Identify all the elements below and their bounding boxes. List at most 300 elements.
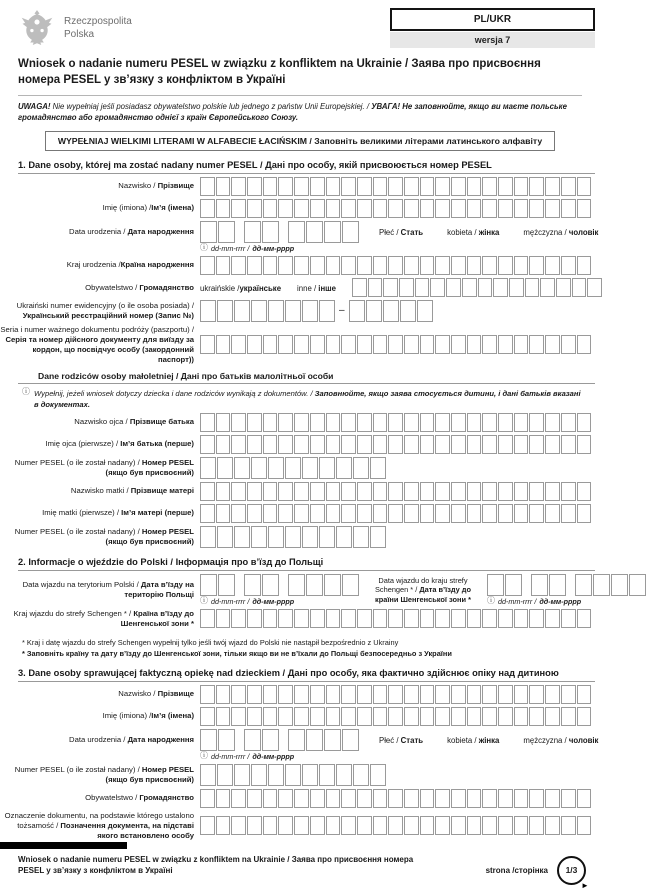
char-box[interactable] xyxy=(326,789,341,808)
birth-country-input-boxes[interactable] xyxy=(200,256,591,275)
char-box[interactable] xyxy=(404,256,419,275)
char-box[interactable] xyxy=(435,435,450,454)
option-female[interactable] xyxy=(447,228,499,237)
char-box[interactable] xyxy=(404,816,419,835)
char-box[interactable] xyxy=(357,685,372,704)
char-box[interactable] xyxy=(294,816,309,835)
char-box[interactable] xyxy=(498,685,513,704)
char-box[interactable] xyxy=(498,413,513,432)
char-box[interactable] xyxy=(373,177,388,196)
char-box[interactable] xyxy=(561,482,576,501)
char-box[interactable] xyxy=(319,764,335,786)
char-box[interactable] xyxy=(577,482,592,501)
char-box[interactable] xyxy=(251,526,267,548)
char-box[interactable] xyxy=(288,729,305,751)
char-box[interactable] xyxy=(467,504,482,523)
char-box[interactable] xyxy=(388,504,403,523)
guardian-birth-year-boxes[interactable] xyxy=(288,729,359,751)
char-box[interactable] xyxy=(231,435,246,454)
char-box[interactable] xyxy=(545,435,560,454)
char-box[interactable] xyxy=(353,457,369,479)
mother-surname-input-boxes[interactable] xyxy=(200,482,591,501)
char-box[interactable] xyxy=(420,177,435,196)
char-box[interactable] xyxy=(200,789,215,808)
char-box[interactable] xyxy=(326,199,341,218)
char-box[interactable] xyxy=(467,335,482,354)
char-box[interactable] xyxy=(529,177,544,196)
char-box[interactable] xyxy=(420,609,435,628)
char-box[interactable] xyxy=(373,435,388,454)
char-box[interactable] xyxy=(420,413,435,432)
char-box[interactable] xyxy=(200,221,217,243)
char-box[interactable] xyxy=(263,816,278,835)
char-box[interactable] xyxy=(498,707,513,726)
char-box[interactable] xyxy=(420,256,435,275)
char-box[interactable] xyxy=(352,278,367,297)
char-box[interactable] xyxy=(342,729,359,751)
char-box[interactable] xyxy=(200,574,217,596)
mother-pesel-input-boxes[interactable] xyxy=(200,526,386,548)
char-box[interactable] xyxy=(446,278,461,297)
guardian-surname-input-boxes[interactable] xyxy=(200,685,591,704)
char-box[interactable] xyxy=(336,526,352,548)
char-box[interactable] xyxy=(353,764,369,786)
guardian-pesel-input-boxes[interactable] xyxy=(200,764,386,786)
char-box[interactable] xyxy=(341,177,356,196)
char-box[interactable] xyxy=(336,457,352,479)
char-box[interactable] xyxy=(545,256,560,275)
char-box[interactable] xyxy=(342,574,359,596)
char-box[interactable] xyxy=(200,764,216,786)
char-box[interactable] xyxy=(435,177,450,196)
char-box[interactable] xyxy=(326,256,341,275)
char-box[interactable] xyxy=(404,177,419,196)
char-box[interactable] xyxy=(404,685,419,704)
char-box[interactable] xyxy=(310,482,325,501)
char-box[interactable] xyxy=(467,435,482,454)
char-box[interactable] xyxy=(451,199,466,218)
char-box[interactable] xyxy=(629,574,646,596)
char-box[interactable] xyxy=(294,789,309,808)
char-box[interactable] xyxy=(217,457,233,479)
char-box[interactable] xyxy=(561,199,576,218)
char-box[interactable] xyxy=(545,707,560,726)
char-box[interactable] xyxy=(263,504,278,523)
char-box[interactable] xyxy=(451,789,466,808)
char-box[interactable] xyxy=(217,526,233,548)
char-box[interactable] xyxy=(302,300,318,322)
char-box[interactable] xyxy=(217,764,233,786)
char-box[interactable] xyxy=(514,816,529,835)
char-box[interactable] xyxy=(420,335,435,354)
char-box[interactable] xyxy=(561,413,576,432)
ukrainian-id-part2-boxes[interactable] xyxy=(349,300,433,322)
char-box[interactable] xyxy=(514,435,529,454)
char-box[interactable] xyxy=(482,256,497,275)
char-box[interactable] xyxy=(529,816,544,835)
mother-name-input-boxes[interactable] xyxy=(200,504,591,523)
char-box[interactable] xyxy=(357,413,372,432)
char-box[interactable] xyxy=(420,816,435,835)
char-box[interactable] xyxy=(545,816,560,835)
other-citizenship-input-boxes[interactable] xyxy=(352,278,602,297)
char-box[interactable] xyxy=(420,482,435,501)
char-box[interactable] xyxy=(247,789,262,808)
char-box[interactable] xyxy=(357,789,372,808)
char-box[interactable] xyxy=(420,435,435,454)
char-box[interactable] xyxy=(373,685,388,704)
given-names-input-boxes[interactable] xyxy=(200,199,591,218)
surname-input-boxes[interactable] xyxy=(200,177,591,196)
char-box[interactable] xyxy=(383,278,398,297)
char-box[interactable] xyxy=(577,816,592,835)
char-box[interactable] xyxy=(435,685,450,704)
char-box[interactable] xyxy=(247,413,262,432)
char-box[interactable] xyxy=(373,816,388,835)
char-box[interactable] xyxy=(388,685,403,704)
char-box[interactable] xyxy=(357,256,372,275)
char-box[interactable] xyxy=(200,256,215,275)
char-box[interactable] xyxy=(247,707,262,726)
char-box[interactable] xyxy=(373,413,388,432)
char-box[interactable] xyxy=(278,335,293,354)
char-box[interactable] xyxy=(482,335,497,354)
char-box[interactable] xyxy=(200,609,215,628)
char-box[interactable] xyxy=(341,609,356,628)
char-box[interactable] xyxy=(216,789,231,808)
char-box[interactable] xyxy=(357,816,372,835)
char-box[interactable] xyxy=(462,278,477,297)
char-box[interactable] xyxy=(262,221,279,243)
char-box[interactable] xyxy=(341,335,356,354)
char-box[interactable] xyxy=(294,413,309,432)
char-box[interactable] xyxy=(451,482,466,501)
char-box[interactable] xyxy=(200,300,216,322)
option-ukrainian-citizenship[interactable] xyxy=(200,284,281,293)
char-box[interactable] xyxy=(435,256,450,275)
char-box[interactable] xyxy=(216,435,231,454)
char-box[interactable] xyxy=(404,435,419,454)
char-box[interactable] xyxy=(545,789,560,808)
char-box[interactable] xyxy=(247,435,262,454)
char-box[interactable] xyxy=(234,457,250,479)
char-box[interactable] xyxy=(451,685,466,704)
char-box[interactable] xyxy=(545,199,560,218)
char-box[interactable] xyxy=(234,526,250,548)
char-box[interactable] xyxy=(498,335,513,354)
char-box[interactable] xyxy=(561,789,576,808)
char-box[interactable] xyxy=(216,199,231,218)
char-box[interactable] xyxy=(366,300,382,322)
char-box[interactable] xyxy=(326,335,341,354)
char-box[interactable] xyxy=(310,177,325,196)
char-box[interactable] xyxy=(400,300,416,322)
char-box[interactable] xyxy=(404,609,419,628)
char-box[interactable] xyxy=(561,504,576,523)
birth-year-boxes[interactable] xyxy=(288,221,359,243)
option-female[interactable] xyxy=(447,736,499,745)
char-box[interactable] xyxy=(200,707,215,726)
ukrainian-id-part1-boxes[interactable] xyxy=(200,300,335,322)
char-box[interactable] xyxy=(200,335,215,354)
char-box[interactable] xyxy=(467,707,482,726)
birth-month-boxes[interactable] xyxy=(244,221,279,243)
char-box[interactable] xyxy=(420,685,435,704)
char-box[interactable] xyxy=(263,199,278,218)
char-box[interactable] xyxy=(341,816,356,835)
char-box[interactable] xyxy=(404,707,419,726)
char-box[interactable] xyxy=(217,300,233,322)
char-box[interactable] xyxy=(310,335,325,354)
char-box[interactable] xyxy=(435,335,450,354)
char-box[interactable] xyxy=(529,789,544,808)
char-box[interactable] xyxy=(373,789,388,808)
char-box[interactable] xyxy=(251,457,267,479)
char-box[interactable] xyxy=(415,278,430,297)
char-box[interactable] xyxy=(247,685,262,704)
char-box[interactable] xyxy=(341,504,356,523)
char-box[interactable] xyxy=(268,457,284,479)
char-box[interactable] xyxy=(288,221,305,243)
char-box[interactable] xyxy=(244,574,261,596)
char-box[interactable] xyxy=(404,335,419,354)
char-box[interactable] xyxy=(467,256,482,275)
char-box[interactable] xyxy=(435,816,450,835)
char-box[interactable] xyxy=(218,729,235,751)
char-box[interactable] xyxy=(561,816,576,835)
char-box[interactable] xyxy=(324,574,341,596)
char-box[interactable] xyxy=(498,482,513,501)
char-box[interactable] xyxy=(278,413,293,432)
char-box[interactable] xyxy=(545,504,560,523)
char-box[interactable] xyxy=(357,177,372,196)
char-box[interactable] xyxy=(278,609,293,628)
char-box[interactable] xyxy=(545,177,560,196)
char-box[interactable] xyxy=(278,789,293,808)
char-box[interactable] xyxy=(263,707,278,726)
char-box[interactable] xyxy=(326,685,341,704)
birth-day-boxes[interactable] xyxy=(200,221,235,243)
char-box[interactable] xyxy=(310,413,325,432)
char-box[interactable] xyxy=(247,504,262,523)
char-box[interactable] xyxy=(417,300,433,322)
char-box[interactable] xyxy=(302,457,318,479)
char-box[interactable] xyxy=(529,482,544,501)
char-box[interactable] xyxy=(577,413,592,432)
char-box[interactable] xyxy=(244,221,261,243)
char-box[interactable] xyxy=(529,435,544,454)
char-box[interactable] xyxy=(200,482,215,501)
char-box[interactable] xyxy=(482,482,497,501)
char-box[interactable] xyxy=(451,335,466,354)
char-box[interactable] xyxy=(216,685,231,704)
char-box[interactable] xyxy=(278,435,293,454)
char-box[interactable] xyxy=(467,413,482,432)
char-box[interactable] xyxy=(514,177,529,196)
char-box[interactable] xyxy=(268,300,284,322)
char-box[interactable] xyxy=(435,707,450,726)
char-box[interactable] xyxy=(529,685,544,704)
char-box[interactable] xyxy=(435,199,450,218)
char-box[interactable] xyxy=(529,504,544,523)
char-box[interactable] xyxy=(370,526,386,548)
char-box[interactable] xyxy=(231,685,246,704)
char-box[interactable] xyxy=(326,435,341,454)
char-box[interactable] xyxy=(294,504,309,523)
char-box[interactable] xyxy=(482,609,497,628)
char-box[interactable] xyxy=(467,482,482,501)
char-box[interactable] xyxy=(577,256,592,275)
char-box[interactable] xyxy=(247,177,262,196)
char-box[interactable] xyxy=(357,435,372,454)
poland-entry-month-boxes[interactable] xyxy=(244,574,279,596)
char-box[interactable] xyxy=(285,526,301,548)
char-box[interactable] xyxy=(388,199,403,218)
char-box[interactable] xyxy=(357,199,372,218)
char-box[interactable] xyxy=(373,609,388,628)
char-box[interactable] xyxy=(451,177,466,196)
char-box[interactable] xyxy=(577,199,592,218)
char-box[interactable] xyxy=(231,609,246,628)
char-box[interactable] xyxy=(216,504,231,523)
char-box[interactable] xyxy=(373,482,388,501)
schengen-entry-day-boxes[interactable] xyxy=(487,574,522,596)
char-box[interactable] xyxy=(234,764,250,786)
schengen-entry-country-input-boxes[interactable] xyxy=(200,609,591,628)
char-box[interactable] xyxy=(482,789,497,808)
char-box[interactable] xyxy=(561,335,576,354)
char-box[interactable] xyxy=(482,177,497,196)
char-box[interactable] xyxy=(529,707,544,726)
char-box[interactable] xyxy=(319,526,335,548)
char-box[interactable] xyxy=(388,435,403,454)
char-box[interactable] xyxy=(247,256,262,275)
char-box[interactable] xyxy=(514,504,529,523)
char-box[interactable] xyxy=(451,413,466,432)
char-box[interactable] xyxy=(263,482,278,501)
char-box[interactable] xyxy=(435,609,450,628)
char-box[interactable] xyxy=(493,278,508,297)
char-box[interactable] xyxy=(373,199,388,218)
char-box[interactable] xyxy=(218,221,235,243)
char-box[interactable] xyxy=(451,435,466,454)
char-box[interactable] xyxy=(514,789,529,808)
char-box[interactable] xyxy=(482,816,497,835)
char-box[interactable] xyxy=(326,482,341,501)
char-box[interactable] xyxy=(200,685,215,704)
char-box[interactable] xyxy=(263,413,278,432)
char-box[interactable] xyxy=(278,482,293,501)
char-box[interactable] xyxy=(263,789,278,808)
char-box[interactable] xyxy=(556,278,571,297)
char-box[interactable] xyxy=(341,413,356,432)
char-box[interactable] xyxy=(467,789,482,808)
char-box[interactable] xyxy=(577,504,592,523)
char-box[interactable] xyxy=(200,199,215,218)
char-box[interactable] xyxy=(294,707,309,726)
char-box[interactable] xyxy=(498,256,513,275)
guardian-citizenship-input-boxes[interactable] xyxy=(200,789,591,808)
schengen-entry-month-boxes[interactable] xyxy=(531,574,566,596)
passport-input-boxes[interactable] xyxy=(200,335,591,354)
char-box[interactable] xyxy=(388,609,403,628)
char-box[interactable] xyxy=(336,764,352,786)
char-box[interactable] xyxy=(319,457,335,479)
char-box[interactable] xyxy=(498,816,513,835)
char-box[interactable] xyxy=(285,764,301,786)
char-box[interactable] xyxy=(404,789,419,808)
option-other-citizenship[interactable] xyxy=(297,284,336,293)
char-box[interactable] xyxy=(545,335,560,354)
char-box[interactable] xyxy=(577,609,592,628)
char-box[interactable] xyxy=(482,504,497,523)
char-box[interactable] xyxy=(404,413,419,432)
char-box[interactable] xyxy=(593,574,610,596)
char-box[interactable] xyxy=(341,707,356,726)
char-box[interactable] xyxy=(529,609,544,628)
char-box[interactable] xyxy=(231,504,246,523)
char-box[interactable] xyxy=(294,335,309,354)
char-box[interactable] xyxy=(514,482,529,501)
guardian-names-input-boxes[interactable] xyxy=(200,707,591,726)
char-box[interactable] xyxy=(263,256,278,275)
char-box[interactable] xyxy=(268,526,284,548)
char-box[interactable] xyxy=(231,482,246,501)
char-box[interactable] xyxy=(498,435,513,454)
char-box[interactable] xyxy=(310,707,325,726)
char-box[interactable] xyxy=(388,177,403,196)
char-box[interactable] xyxy=(278,707,293,726)
char-box[interactable] xyxy=(482,413,497,432)
char-box[interactable] xyxy=(247,816,262,835)
char-box[interactable] xyxy=(529,413,544,432)
option-male[interactable] xyxy=(523,228,598,237)
char-box[interactable] xyxy=(216,609,231,628)
char-box[interactable] xyxy=(357,482,372,501)
char-box[interactable] xyxy=(482,199,497,218)
char-box[interactable] xyxy=(498,199,513,218)
char-box[interactable] xyxy=(294,435,309,454)
char-box[interactable] xyxy=(383,300,399,322)
char-box[interactable] xyxy=(341,435,356,454)
char-box[interactable] xyxy=(285,300,301,322)
char-box[interactable] xyxy=(467,199,482,218)
char-box[interactable] xyxy=(247,335,262,354)
char-box[interactable] xyxy=(247,482,262,501)
char-box[interactable] xyxy=(577,177,592,196)
schengen-entry-year-boxes[interactable] xyxy=(575,574,646,596)
char-box[interactable] xyxy=(341,482,356,501)
char-box[interactable] xyxy=(294,177,309,196)
char-box[interactable] xyxy=(294,685,309,704)
char-box[interactable] xyxy=(373,256,388,275)
char-box[interactable] xyxy=(373,335,388,354)
char-box[interactable] xyxy=(467,609,482,628)
char-box[interactable] xyxy=(262,729,279,751)
char-box[interactable] xyxy=(451,609,466,628)
char-box[interactable] xyxy=(278,504,293,523)
char-box[interactable] xyxy=(373,707,388,726)
char-box[interactable] xyxy=(525,278,540,297)
char-box[interactable] xyxy=(216,816,231,835)
char-box[interactable] xyxy=(200,816,215,835)
char-box[interactable] xyxy=(310,816,325,835)
char-box[interactable] xyxy=(467,177,482,196)
char-box[interactable] xyxy=(324,729,341,751)
char-box[interactable] xyxy=(294,199,309,218)
char-box[interactable] xyxy=(310,789,325,808)
char-box[interactable] xyxy=(561,435,576,454)
